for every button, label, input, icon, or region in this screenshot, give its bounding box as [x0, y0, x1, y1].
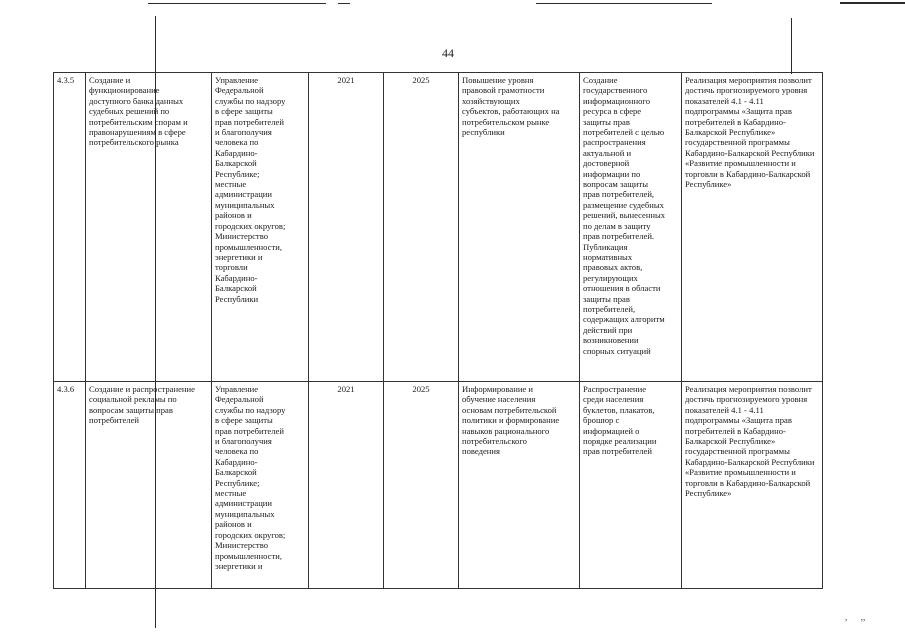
indicator-link-cell: [682, 73, 823, 382]
measure-name: Создание и функционирование доступного банка данных судебных решений по потребительским спорам и правонарушениям в сфере потребительского рынка: [89, 75, 188, 148]
scan-artifact-right-vertical: [791, 18, 792, 74]
table-row: [54, 382, 823, 589]
expected-effect: Повышение уровня правовой грамотности хозяйствующих субъектов, работающих на потребительском рынке республики: [462, 75, 560, 138]
row-number: 4.3.6: [54, 382, 86, 589]
measure-content: Распространение среди населения буклетов, плакатов, брошюр с информацией о порядке реализации прав потребителей: [583, 384, 657, 457]
row-number: 4.3.5: [54, 73, 86, 382]
indicator-link: Реализация мероприятия позволит достичь прогнозируемого уровня показателей 4.1 - 4.11 подпрограммы «Защита прав потребителей в Кабардино- Балкарской Республике» государственной программы Кабардино-Балкарской Республики «Развитие промышленности и торговли в Кабардино-Балкарской Республике»: [685, 384, 815, 499]
executors: Управление Федеральной службы по надзору в сфере защиты прав потребителей и благополучия человека по Кабардино- Балкарской Республике; местные администрации муниципальных районов и городских округов; Министерство промышленности, энергетики и: [215, 384, 286, 571]
expected-effect-cell: [459, 382, 580, 589]
scan-artifact-top-line-3: [536, 3, 712, 4]
page-number: 44: [442, 46, 454, 60]
end-year: 2025: [384, 382, 459, 589]
scan-artifact-top-right-line: [840, 2, 905, 4]
executors-cell: [212, 73, 309, 382]
measure-content-cell: [580, 73, 682, 382]
table-row: [54, 73, 823, 382]
measure-name-cell: [86, 73, 212, 382]
expected-effect: Информирование и обучение населения основам потребительской политики и формирование навыков рационального потребительского поведения: [462, 384, 560, 457]
scan-artifact-top-line-2: [338, 3, 350, 4]
start-year: 2021: [309, 73, 384, 382]
executors: Управление Федеральной службы по надзору в сфере защиты прав потребителей и благополучия человека по Кабардино- Балкарской Республике; местные администрации муниципальных районов и городских округов; Министерство промышленности, энергетики и торговли Кабардино- Балкарской Республики: [215, 75, 286, 304]
scan-artifact-top-line-1: [148, 3, 326, 4]
measures-table: [53, 72, 823, 589]
indicator-link-cell: [682, 382, 823, 589]
expected-effect-cell: [459, 73, 580, 382]
measure-content: Создание государственного информационного ресурса в сфере защиты прав потребителей с целью распространения актуальной и достоверной информации по вопросам защиты прав потребителей, размещение судебных решений, вынесенных по делам в защиту прав потребителей. Публикация нормативных правовых актов, регулирующих отношения в области защиты прав потребителей, содержащих алгоритм действий при возникновении спорных ситуаций: [583, 75, 666, 356]
measure-name: Создание и распространение социальной рекламы по вопросам защиты прав потребителей: [89, 384, 195, 426]
indicator-link: Реализация мероприятия позволит достичь прогнозируемого уровня показателей 4.1 - 4.11 подпрограммы «Защита прав потребителей в Кабардино- Балкарской Республике» государственной программы Кабардино-Балкарской Республики «Развитие промышленности и торговли в Кабардино-Балкарской Республике»: [685, 75, 815, 190]
start-year: 2021: [309, 382, 384, 589]
end-year: 2025: [384, 73, 459, 382]
executors-cell: [212, 382, 309, 589]
measure-name-cell: [86, 382, 212, 589]
measure-content-cell: [580, 382, 682, 589]
scan-artifact-bottom-marks: , ,,: [845, 612, 866, 622]
